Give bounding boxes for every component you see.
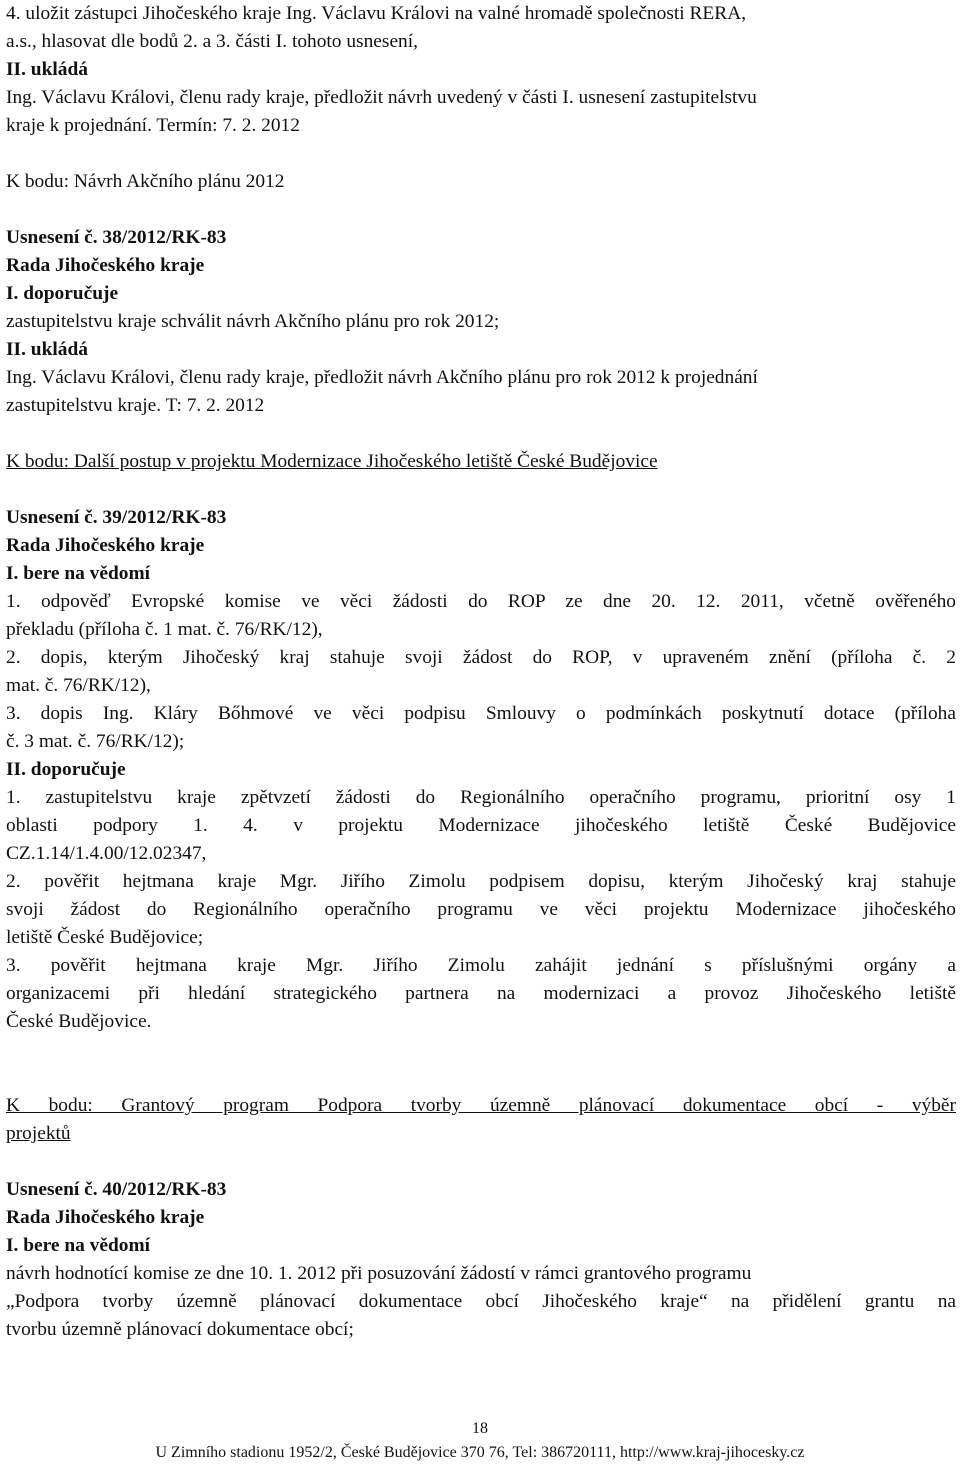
text-line: 4. uložit zástupci Jihočeského kraje Ing. Václavu Královi na valné hromadě společnosti RERA, (6, 3, 747, 24)
text-line: organizacemi při hledání strategického partnera na modernizaci a provoz Jihočeského letiště (6, 983, 956, 1004)
footer-address: U Zimního stadionu 1952/2, České Budějovice 370 76, Tel: 386720111, http://www.kraj-jihocesky.cz (155, 1444, 805, 1461)
agenda-item-heading: K bodu: Další postup v projektu Modernizace Jihočeského letiště České Budějovice (6, 451, 658, 472)
text-line: letiště České Budějovice; (6, 927, 204, 948)
resolution-clause-heading: I. bere na vědomí (6, 1235, 150, 1256)
text-line: svoji žádost do Regionálního operačního programu ve věci projektu Modernizace jihočeského (6, 899, 956, 920)
text-line: mat. č. 76/RK/12), (6, 675, 151, 696)
text-line: č. 3 mat. č. 76/RK/12); (6, 731, 185, 752)
text-line: oblasti podpory 1. 4. v projektu Modernizace jihočeského letiště České Budějovice (6, 815, 956, 836)
resolution-number: Usnesení č. 38/2012/RK-83 (6, 227, 227, 248)
text-line: 2. pověřit hejtmana kraje Mgr. Jiřího Zimolu podpisem dopisu, kterým Jihočeský kraj stahuje (6, 871, 956, 892)
text-line: České Budějovice. (6, 1011, 152, 1032)
spacer (6, 140, 956, 168)
text-line: 3. dopis Ing. Kláry Bőhmové ve věci podpisu Smlouvy o podmínkách poskytnutí dotace (příloha (6, 703, 956, 724)
agenda-item-action-plan (6, 168, 956, 420)
text-line: tvorbu územně plánovací dokumentace obcí; (6, 1319, 354, 1340)
resolution-clause-heading: II. ukládá (6, 59, 88, 80)
agenda-item-airport-modernization (6, 448, 956, 1036)
resolution-clause-heading: II. doporučuje (6, 759, 126, 780)
spacer (6, 476, 956, 504)
text-line: 1. zastupitelstvu kraje zpětvzetí žádosti do Regionálního operačního programu, prioritní osy 1 (6, 787, 956, 808)
text-line: Ing. Václavu Královi, členu rady kraje, předložit návrh uvedený v části I. usnesení zastupitelstvu (6, 87, 757, 108)
spacer (6, 1064, 956, 1092)
resolution-number: Usnesení č. 40/2012/RK-83 (6, 1179, 227, 1200)
document-body (6, 0, 956, 1344)
text-line: kraje k projednání. Termín: 7. 2. 2012 (6, 115, 300, 136)
previous-resolution-continuation (6, 0, 956, 140)
text-line: 2. dopis, kterým Jihočeský kraj stahuje svoji žádost do ROP, v upraveném znění (příloha č. 2 (6, 647, 956, 668)
text-line: „Podpora tvorby územně plánovací dokumentace obcí Jihočeského kraje“ na přidělení grantu na (6, 1291, 956, 1312)
text-line: 1. odpověď Evropské komise ve věci žádosti do ROP ze dne 20. 12. 2011, včetně ověřeného (6, 591, 956, 612)
text-line: zastupitelstvu kraje. T: 7. 2. 2012 (6, 395, 265, 416)
agenda-item-grant-program (6, 1092, 956, 1344)
spacer (6, 1036, 956, 1064)
page-number: 18 (472, 1420, 488, 1437)
resolving-body: Rada Jihočeského kraje (6, 255, 205, 276)
spacer (6, 196, 956, 224)
text-line: 3. pověřit hejtmana kraje Mgr. Jiřího Zimolu zahájit jednání s příslušnými orgány a (6, 955, 956, 976)
text-line: zastupitelstvu kraje schválit návrh Akčního plánu pro rok 2012; (6, 311, 500, 332)
spacer (6, 1148, 956, 1176)
resolution-clause-heading: I. doporučuje (6, 283, 119, 304)
text-line: návrh hodnotící komise ze dne 10. 1. 2012 při posuzování žádostí v rámci grantového programu (6, 1263, 752, 1284)
resolution-clause-heading: II. ukládá (6, 339, 88, 360)
text-line: a.s., hlasovat dle bodů 2. a 3. části I. tohoto usnesení, (6, 31, 418, 52)
spacer (6, 420, 956, 448)
resolution-clause-heading: I. bere na vědomí (6, 563, 150, 584)
resolving-body: Rada Jihočeského kraje (6, 1207, 205, 1228)
agenda-item-heading: K bodu: Návrh Akčního plánu 2012 (6, 171, 285, 192)
resolving-body: Rada Jihočeského kraje (6, 535, 205, 556)
agenda-item-heading: projektů (6, 1123, 71, 1144)
text-line: Ing. Václavu Královi, členu rady kraje, předložit návrh Akčního plánu pro rok 2012 k projednání (6, 367, 758, 388)
text-line: CZ.1.14/1.4.00/12.02347, (6, 843, 207, 864)
agenda-item-heading: K bodu: Grantový program Podpora tvorby územně plánovací dokumentace obcí - výběr (6, 1095, 956, 1116)
text-line: překladu (příloha č. 1 mat. č. 76/RK/12), (6, 619, 323, 640)
resolution-number: Usnesení č. 39/2012/RK-83 (6, 507, 227, 528)
